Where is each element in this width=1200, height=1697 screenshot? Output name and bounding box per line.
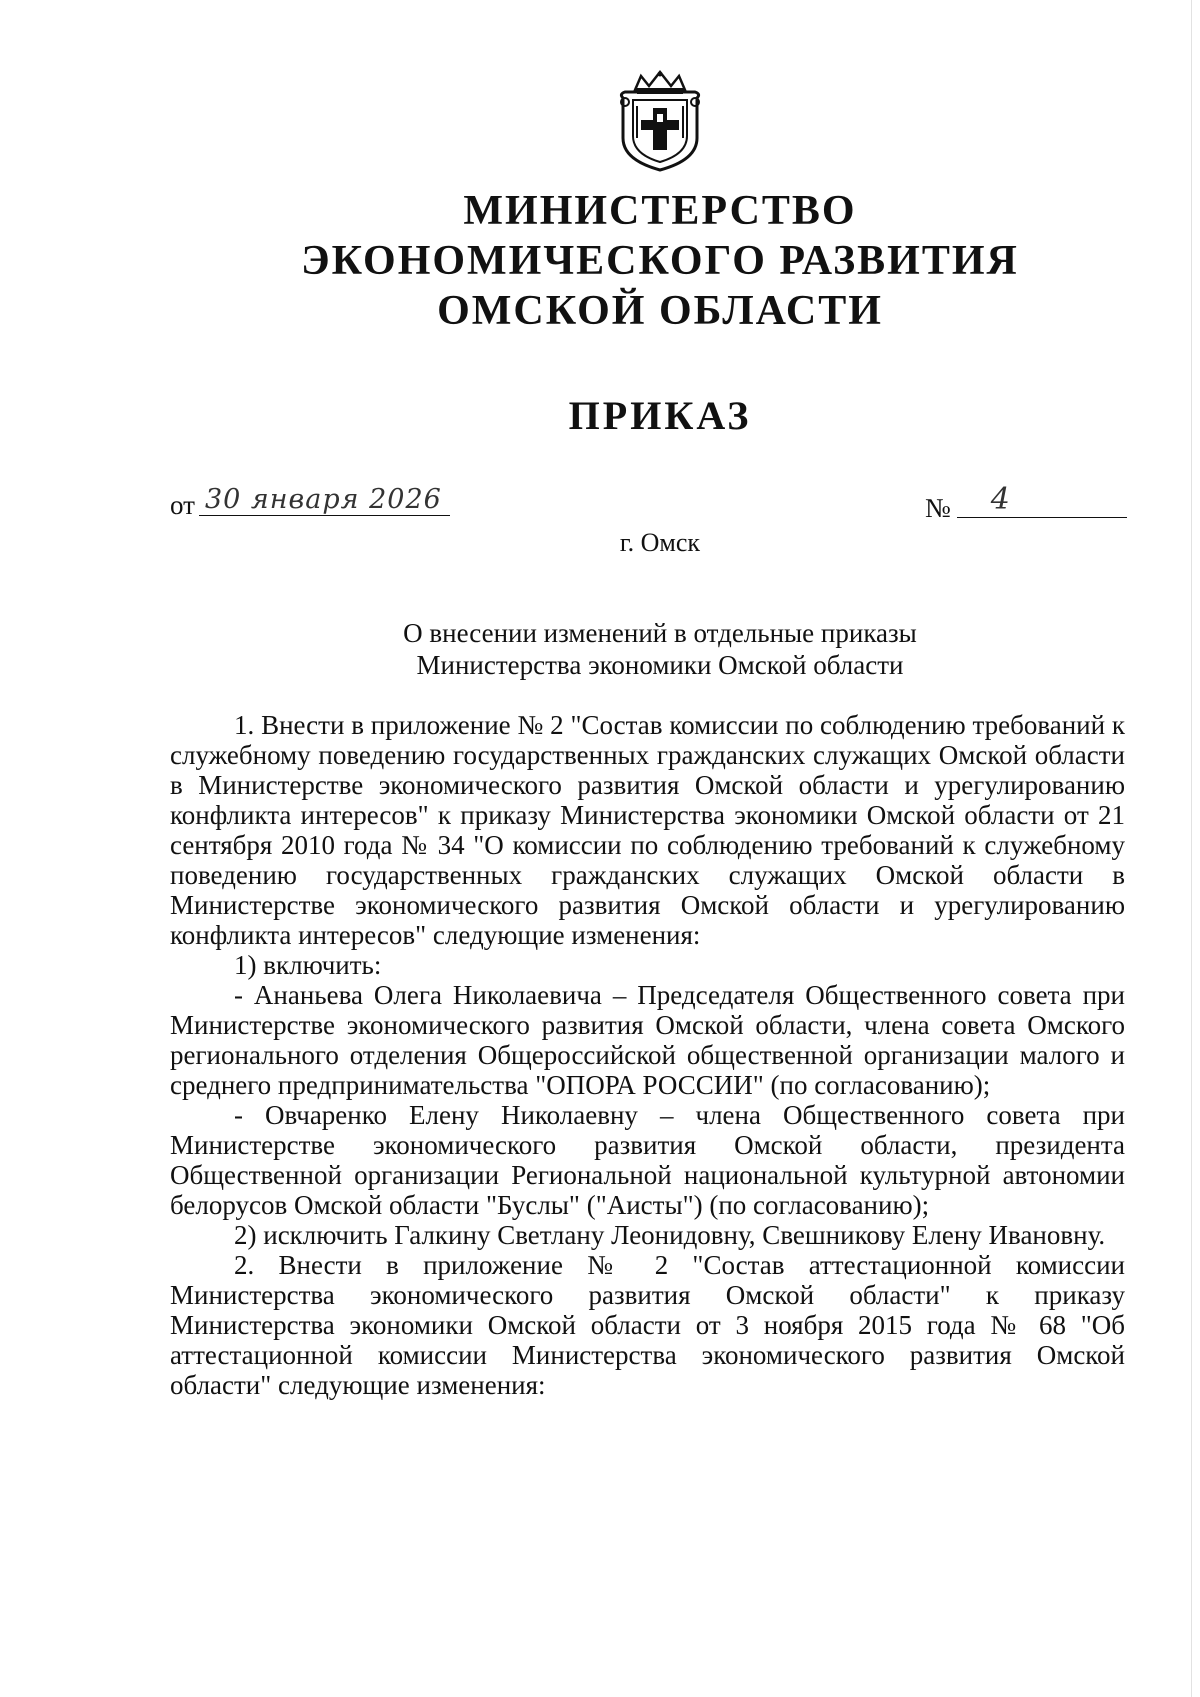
- ministry-line-2: ЭКОНОМИЧЕСКОГО РАЗВИТИЯ: [301, 238, 1019, 284]
- ministry-line-3: ОМСКОЙ ОБЛАСТИ: [437, 288, 883, 334]
- coat-of-arms-icon: [615, 68, 705, 174]
- paragraph-1-2: 2) исключить Галкину Светлану Леонидовну, Свешникову Елену Ивановну.: [234, 1220, 1106, 1250]
- title-line-1: О внесении изменений в отдельные приказы: [403, 618, 917, 648]
- paragraph-include-ovcharenko: - Овчаренко Елену Николаевну – члена Общественного совета при Министерстве экономического развития Омской области, президента Общественной организации Региональной национальной культурной автономии белорусов Омской области "Буслы" ("Аисты") (по согласованию);: [170, 1100, 1125, 1220]
- number-handwritten: 4: [957, 482, 1127, 518]
- ministry-line-1: МИНИСТЕРСТВО: [463, 188, 857, 234]
- document-type: ПРИКАЗ: [568, 393, 752, 438]
- date-handwritten: 30 января 2026: [199, 484, 450, 516]
- order-title: [250, 617, 1070, 681]
- paragraph-1: 1. Внести в приложение № 2 "Состав комиссии по соблюдению требований к служебному поведению государственных гражданских служащих Омской области в Министерстве экономического развития Омской области и урегулированию конфликта интересов" к приказу Министерства экономики Омской области от 21 сентября 2010 года № 34 "О комиссии по соблюдению требований к служебному поведению государственных гражданских служащих Омской области в Министерстве экономического развития Омской области и урегулированию конфликта интересов" следующие изменения:: [170, 710, 1125, 950]
- city: г. Омск: [619, 528, 701, 557]
- date-field: [170, 484, 450, 522]
- paragraph-2: 2. Внести в приложение № 2 "Состав аттестационной комиссии Министерства экономического развития Омской области" к приказу Министерства экономики Омской области от 3 ноября 2015 года № 68 "Об аттестационной комиссии Министерства экономического развития Омской области" следующие изменения:: [170, 1250, 1125, 1400]
- paragraph-include-ananyev: - Ананьева Олега Николаевича – Председателя Общественного совета при Министерстве экономического развития Омской области, члена совета Омского регионального отделения Общероссийской общественной организации малого и среднего предпринимательства "ОПОРА РОССИИ" (по согласованию);: [170, 980, 1125, 1100]
- date-prefix: от: [170, 490, 195, 520]
- order-body: [170, 710, 1125, 1400]
- number-prefix: №: [925, 493, 951, 523]
- paragraph-1-1: 1) включить:: [234, 950, 382, 980]
- ministry-name: [250, 186, 1070, 336]
- number-field: [925, 482, 1127, 526]
- title-line-2: Министерства экономики Омской области: [416, 650, 904, 680]
- scan-edge: [1191, 0, 1192, 1697]
